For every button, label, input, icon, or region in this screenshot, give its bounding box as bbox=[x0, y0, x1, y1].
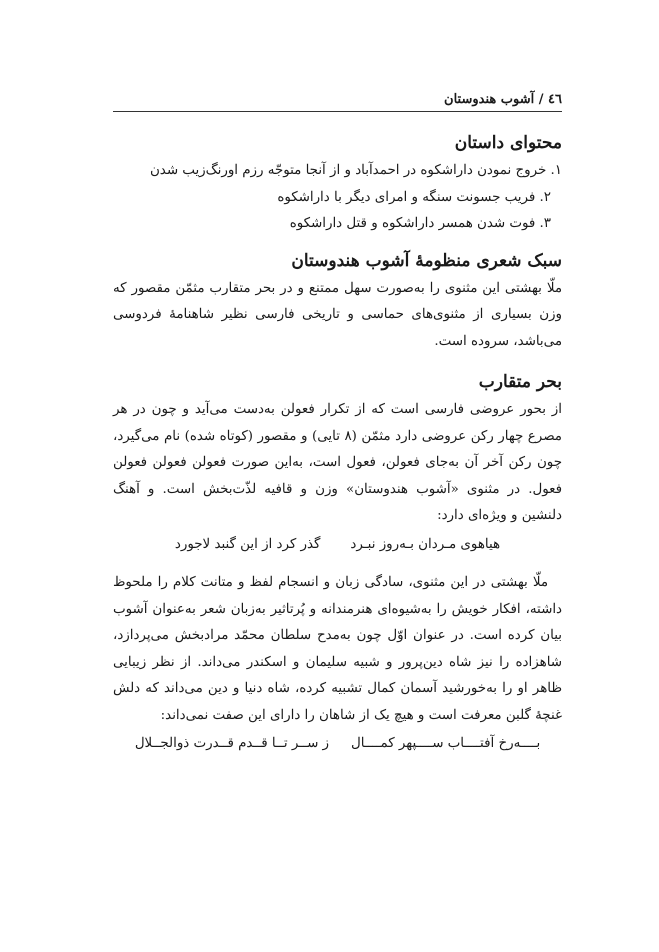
story-content-list bbox=[113, 158, 562, 238]
list-item: ۲. فریب جسونت سنگه و امرای دیگر با داراشکوه bbox=[277, 189, 551, 205]
list-item: ۳. فوت شدن همسر داراشکوه و قتل داراشکوه bbox=[289, 216, 551, 231]
page-content bbox=[113, 128, 562, 760]
list-item: ۱. خروج نمودن داراشکوه در احمدآباد و از آنجا متوجّه رزم اورنگ‌زیب شدن bbox=[149, 163, 562, 178]
verse-hemistich-2: گذر کرد از این گنبد لاجورد bbox=[174, 536, 321, 552]
section-heading-poetic-style: سبک شعری منظومهٔ آشوب هندوستان bbox=[291, 250, 562, 271]
section-heading-motaqareb-meter: بحر متقارب bbox=[478, 372, 562, 392]
verse-hemistich-2: ز ســر تــا قــدم قــدرت ذوالجــلال bbox=[134, 736, 330, 751]
meter-paragraph: از بحور عروضی فارسی است که از تکرار فعولن به‌دست می‌آید و چون در هر مصرع چهار رکن عروضی دارد مثمّن (۸ تایی) و مقصور (کوتاه شده) نام می‌گیرد، چون رکن آخر آن به‌جای فعولن، فعول است، به‌این صورت فعولن فعولن فعولن فعول. در مثنوی «آشوب هندوستان» وزن و قافیه لذّت‌بخش است. و آهنگ دلنشین و ویژه‌ای دارد: bbox=[113, 402, 562, 523]
running-head: ٤٦ / آشوب هندوستان bbox=[444, 92, 562, 107]
verse-line bbox=[113, 532, 562, 559]
verse-hemistich-1: هیاهوی مـردان بـه‌روز نبـرد bbox=[350, 536, 501, 552]
style-analysis-paragraph: ملّا بهشتی در این مثنوی، سادگی زبان و انسجام لفظ و متانت کلام را ملحوظ داشته، افکار خویش را به‌شیوه‌ای هنرمندانه و پُرتاثیر به‌زبان شعر به‌عنوان آشوب بیان کرده است. در عنوان اوّل چون به‌مدح سلطان محمّد مرادبخش می‌پردازد، شاهزاده را نیز شاه دین‌پرور و شبیه سلیمان و اسکندر می‌داند. از نظر زیبایی ظاهر او را به‌خورشید آسمان کمال تشبیه کرده، شاه دنیا و دین می‌داند که دلش غنچهٔ گلبن معرفت است و هیچ یک از شاهان را دارای این صفت نمی‌داند: bbox=[113, 575, 562, 723]
poetic-style-paragraph: ملّا بهشتی این مثنوی را به‌صورت سهل ممتنع و در بحر متقارب مثمّن مقصور که وزن بسیاری از مثنوی‌های حماسی و تاریخی فارسی نظیر شاهنامهٔ فردوسی می‌باشد، سروده است. bbox=[113, 280, 562, 349]
header-rule bbox=[113, 111, 562, 112]
section-heading-story-content: محتوای داستان bbox=[454, 133, 562, 153]
verse-hemistich-1: بــــه‌رخ آفتــــاب ســــپهر کمــــال bbox=[351, 736, 541, 751]
verse-line bbox=[113, 731, 562, 758]
